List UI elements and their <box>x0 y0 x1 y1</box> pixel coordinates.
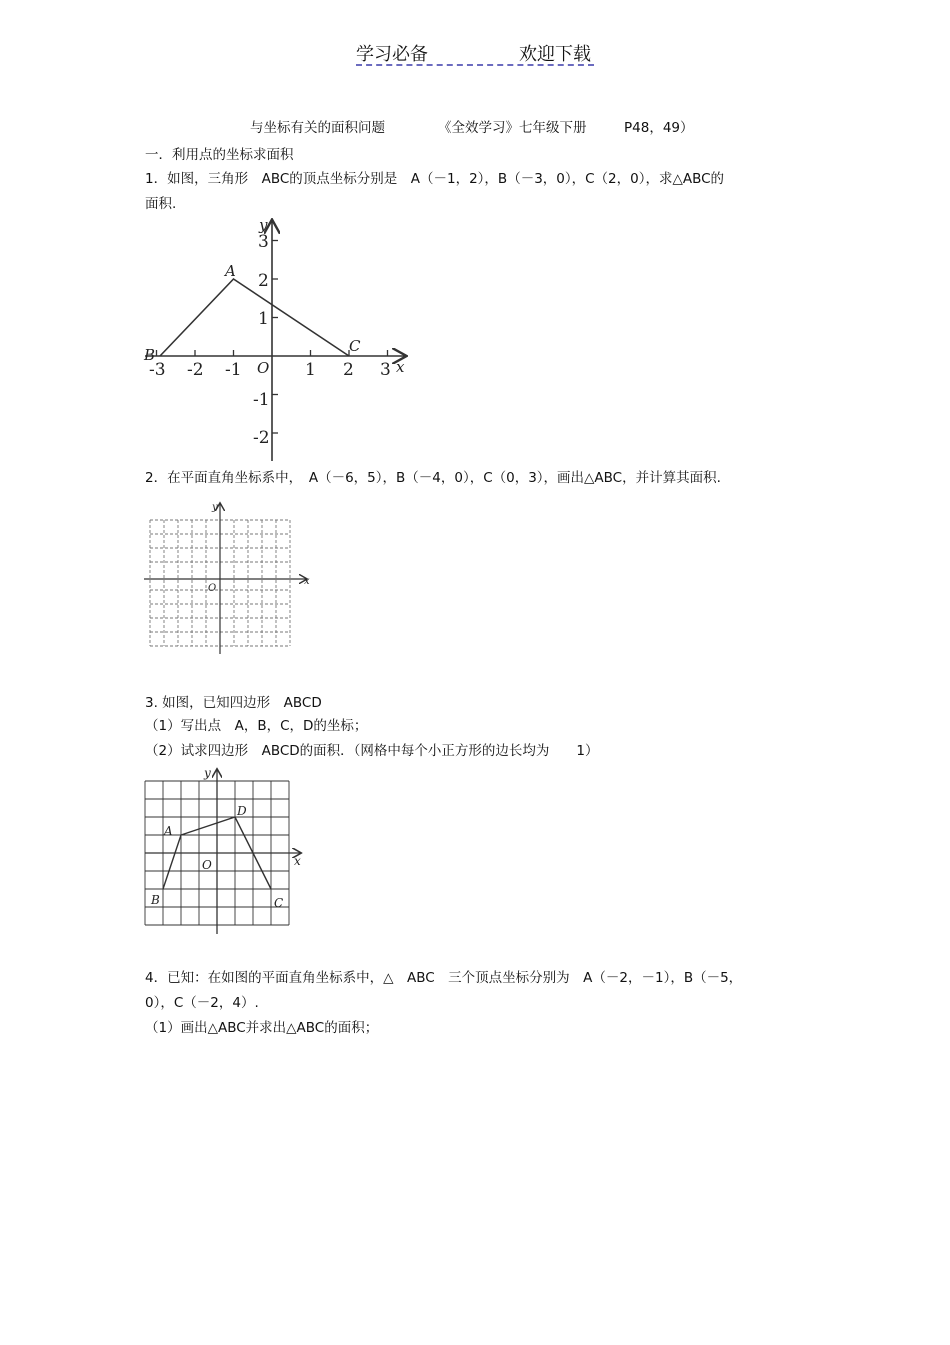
q3-line1: 3. 如图，已知四边形 ABCD <box>145 695 322 711</box>
q1-xtick: -3 <box>149 360 166 380</box>
q2-x-label: x <box>304 576 310 587</box>
q1-point-c-label: C <box>349 337 361 355</box>
q1-point-b-label: B <box>144 346 156 364</box>
q3-line3: （2）试求四边形 ABCD的面积．（网格中每个小正方形的边长均为 1） <box>145 743 599 759</box>
title-pages: P48，49） <box>624 120 694 136</box>
q1-xtick: 2 <box>343 360 354 380</box>
q1-line2: 面积. <box>145 196 177 212</box>
q1-xtick: -1 <box>225 360 242 380</box>
section-heading: 一．利用点的坐标求面积 <box>145 147 294 163</box>
q3-grid-figure <box>140 764 310 939</box>
q1-origin-label: O <box>257 359 270 377</box>
q3-x-label: x <box>294 854 301 868</box>
q3-origin-label: O <box>202 858 212 872</box>
q3-point-b-label: B <box>151 893 160 907</box>
q1-xtick: 1 <box>305 360 316 380</box>
q1-xtick: 3 <box>380 360 391 380</box>
q2-line1: 2．在平面直角坐标系中， A（－6，5），B（－4，0），C（0，3），画出△ABC，并计算其面积. <box>145 470 721 486</box>
q2-grid-figure <box>140 498 320 660</box>
q1-point-a-label: A <box>225 262 236 280</box>
q3-point-d-label: D <box>237 804 247 818</box>
q3-y-label: y <box>204 766 211 780</box>
q1-x-label: x <box>396 358 405 376</box>
q2-y-label: y <box>212 502 218 513</box>
q1-figure <box>140 215 430 465</box>
q4-line3: （1）画出△ABC并求出△ABC的面积； <box>145 1020 379 1036</box>
title-main: 与坐标有关的面积问题 <box>250 120 385 136</box>
q3-point-a-label: A <box>164 824 173 838</box>
q4-line1: 4．已知：在如图的平面直角坐标系中，△ ABC 三个顶点坐标分别为 A（－2，－1），B（－5， <box>145 970 743 986</box>
q3-line2: （1）写出点 A，B，C，D的坐标； <box>145 718 368 734</box>
q4-line2: 0），C（－2，4）. <box>145 995 259 1011</box>
q1-line1: 1．如图，三角形 ABC的顶点坐标分别是 A（－1，2），B（－3，0），C（2，0），求△ABC的 <box>145 171 725 187</box>
q1-ytick: 2 <box>258 271 269 291</box>
q1-triangle <box>160 279 349 356</box>
q1-ytick: 1 <box>258 309 269 329</box>
q2-origin-label: O <box>208 583 217 594</box>
q3-point-c-label: C <box>274 896 284 910</box>
q1-y-label: y <box>259 216 268 234</box>
q1-xtick: -2 <box>187 360 204 380</box>
q1-ytick: -2 <box>253 428 270 448</box>
q1-ytick: -1 <box>253 390 270 410</box>
q1-ytick: 3 <box>258 232 269 252</box>
header-dashed-underline <box>356 64 594 66</box>
header-right: 欢迎下载 <box>519 44 591 65</box>
title-book: 《全效学习》七年级下册 <box>438 120 587 136</box>
header-left: 学习必备 <box>356 44 428 65</box>
